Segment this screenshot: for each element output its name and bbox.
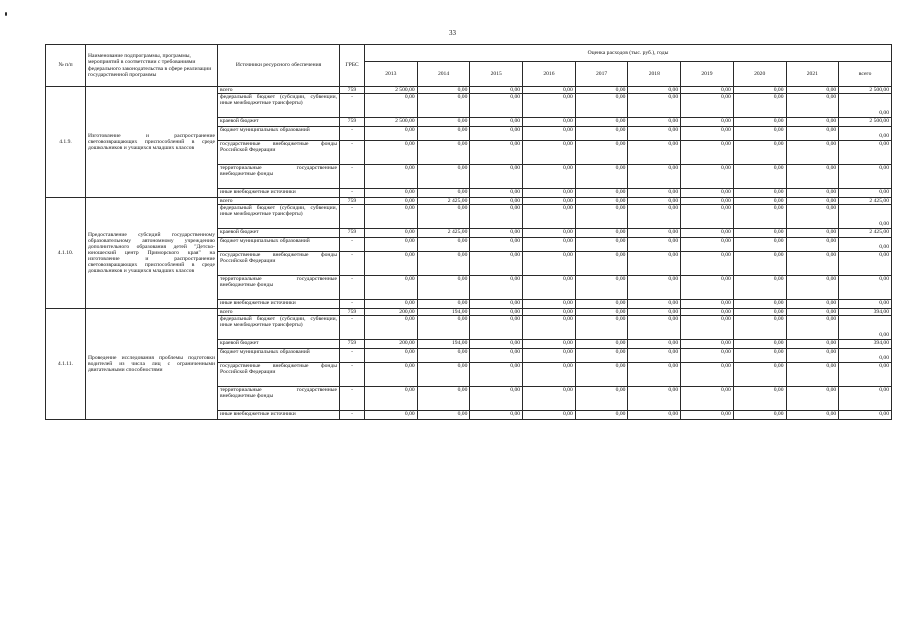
amount-cell: 0,00 (365, 316, 418, 340)
header-year: 2014 (417, 62, 470, 87)
amount-cell: 0,00 (839, 411, 892, 420)
amount-cell: 0,00 (470, 198, 523, 205)
amount-cell: 394,00 (839, 340, 892, 349)
source-label: территориальные государственные внебюджетные фонды (218, 165, 340, 189)
amount-cell: 0,00 (839, 300, 892, 309)
source-label: всего (218, 198, 340, 205)
amount-cell: 0,00 (628, 198, 681, 205)
grbs-code: - (340, 94, 365, 118)
amount-cell: 0,00 (417, 205, 470, 229)
amount-cell: 0,00 (681, 229, 734, 238)
grbs-code: - (340, 141, 365, 165)
amount-cell: 0,00 (365, 94, 418, 118)
grbs-code: - (340, 276, 365, 300)
amount-cell: 0,00 (681, 300, 734, 309)
amount-cell: 0,00 (523, 87, 576, 94)
amount-cell: 0,00 (470, 118, 523, 127)
grbs-code: 759 (340, 118, 365, 127)
amount-cell: 0,00 (417, 363, 470, 387)
amount-cell: 0,00 (417, 165, 470, 189)
amount-cell: 0,00 (575, 300, 628, 309)
source-label: федеральный бюджет (субсидии, субвенции, иные межбюджетные трансферты) (218, 316, 340, 340)
amount-cell: 0,00 (523, 349, 576, 363)
amount-cell: 0,00 (523, 363, 576, 387)
amount-cell: 0,00 (681, 309, 734, 316)
amount-cell: 0,00 (839, 94, 892, 118)
amount-cell: 0,00 (733, 363, 786, 387)
amount-cell: 0,00 (786, 276, 839, 300)
amount-cell: 0,00 (575, 205, 628, 229)
header-grbs: ГРБС (340, 45, 365, 87)
amount-cell: 0,00 (575, 198, 628, 205)
amount-cell: 0,00 (628, 205, 681, 229)
grbs-code: 759 (340, 229, 365, 238)
source-label: всего (218, 87, 340, 94)
grbs-code: 759 (340, 198, 365, 205)
amount-cell: 2 425,00 (417, 198, 470, 205)
amount-cell: 0,00 (575, 252, 628, 276)
amount-cell: 0,00 (681, 238, 734, 252)
amount-cell: 0,00 (523, 229, 576, 238)
grbs-code: - (340, 316, 365, 340)
amount-cell: 0,00 (470, 309, 523, 316)
amount-cell: 0,00 (681, 252, 734, 276)
amount-cell: 0,00 (523, 340, 576, 349)
amount-cell: 0,00 (470, 94, 523, 118)
amount-cell: 0,00 (417, 87, 470, 94)
table-body (46, 87, 892, 420)
amount-cell: 0,00 (839, 189, 892, 198)
amount-cell: 0,00 (417, 127, 470, 141)
source-label: государственные внебюджетные фонды Российской Федерации (218, 363, 340, 387)
amount-cell: 0,00 (733, 252, 786, 276)
amount-cell: 0,00 (628, 87, 681, 94)
amount-cell: 0,00 (628, 300, 681, 309)
table-row (46, 309, 892, 316)
amount-cell: 0,00 (681, 363, 734, 387)
amount-cell: 0,00 (365, 127, 418, 141)
amount-cell: 0,00 (733, 189, 786, 198)
amount-cell: 0,00 (470, 87, 523, 94)
amount-cell: 0,00 (628, 309, 681, 316)
header-year: 2020 (733, 62, 786, 87)
amount-cell: 0,00 (523, 238, 576, 252)
source-label: территориальные государственные внебюджетные фонды (218, 276, 340, 300)
amount-cell: 0,00 (470, 205, 523, 229)
amount-cell: 0,00 (470, 387, 523, 411)
amount-cell: 2 500,00 (839, 87, 892, 94)
budget-table (45, 44, 892, 420)
amount-cell: 0,00 (681, 349, 734, 363)
grbs-code: - (340, 205, 365, 229)
amount-cell: 0,00 (733, 300, 786, 309)
source-label: краевой бюджет (218, 229, 340, 238)
amount-cell: 0,00 (575, 87, 628, 94)
item-name: Предоставление субсидий государственному образовательному автономному учреждению дополнительного образования детей "Детско-юношеский центр Приморского края" на изготовление и распространение световозвращающих приспособлений в среде дошкольников и учащихся младших классов (86, 198, 218, 309)
amount-cell: 0,00 (681, 198, 734, 205)
amount-cell: 0,00 (733, 349, 786, 363)
grbs-code: - (340, 238, 365, 252)
header-year: 2018 (628, 62, 681, 87)
amount-cell: 0,00 (365, 387, 418, 411)
page-number: 33 (449, 29, 456, 37)
amount-cell: 0,00 (365, 198, 418, 205)
amount-cell: 0,00 (786, 316, 839, 340)
amount-cell: 194,00 (417, 340, 470, 349)
amount-cell: 0,00 (365, 238, 418, 252)
amount-cell: 0,00 (575, 165, 628, 189)
amount-cell: 0,00 (733, 276, 786, 300)
amount-cell: 0,00 (786, 127, 839, 141)
amount-cell: 0,00 (575, 411, 628, 420)
amount-cell: 0,00 (628, 127, 681, 141)
amount-cell: 0,00 (417, 118, 470, 127)
amount-cell: 0,00 (733, 309, 786, 316)
amount-cell: 0,00 (417, 238, 470, 252)
header-year: всего (839, 62, 892, 87)
amount-cell: 0,00 (733, 205, 786, 229)
amount-cell: 0,00 (575, 94, 628, 118)
amount-cell: 0,00 (628, 189, 681, 198)
amount-cell: 0,00 (628, 349, 681, 363)
source-label: государственные внебюджетные фонды Российской Федерации (218, 141, 340, 165)
item-number: 4.1.10. (46, 198, 86, 309)
amount-cell: 0,00 (681, 118, 734, 127)
source-label: федеральный бюджет (субсидии, субвенции, иные межбюджетные трансферты) (218, 94, 340, 118)
item-name: Изготовление и распространение световозвращающих приспособлений в среде дошкольников и учащихся младших классов (86, 87, 218, 198)
amount-cell: 0,00 (681, 189, 734, 198)
amount-cell: 0,00 (523, 309, 576, 316)
amount-cell: 0,00 (365, 189, 418, 198)
grbs-code: - (340, 127, 365, 141)
amount-cell: 0,00 (786, 87, 839, 94)
header-year: 2015 (470, 62, 523, 87)
amount-cell: 0,00 (628, 252, 681, 276)
amount-cell: 0,00 (575, 189, 628, 198)
amount-cell: 0,00 (523, 94, 576, 118)
amount-cell: 0,00 (575, 309, 628, 316)
amount-cell: 0,00 (470, 363, 523, 387)
amount-cell: 0,00 (365, 141, 418, 165)
amount-cell: 0,00 (786, 349, 839, 363)
amount-cell: 2 425,00 (417, 229, 470, 238)
amount-cell: 0,00 (839, 349, 892, 363)
source-label: иные внебюджетные источники (218, 300, 340, 309)
amount-cell: 0,00 (733, 165, 786, 189)
header-source: Источники ресурсного обеспечения (218, 45, 340, 87)
grbs-code: - (340, 189, 365, 198)
amount-cell: 0,00 (733, 316, 786, 340)
amount-cell: 0,00 (417, 94, 470, 118)
grbs-code: 759 (340, 340, 365, 349)
amount-cell: 0,00 (575, 387, 628, 411)
amount-cell: 0,00 (628, 316, 681, 340)
amount-cell: 0,00 (575, 349, 628, 363)
amount-cell: 0,00 (470, 316, 523, 340)
grbs-code: - (340, 363, 365, 387)
amount-cell: 200,00 (365, 309, 418, 316)
grbs-code: - (340, 252, 365, 276)
amount-cell: 0,00 (681, 340, 734, 349)
amount-cell: 0,00 (839, 205, 892, 229)
grbs-code: - (340, 387, 365, 411)
amount-cell: 0,00 (839, 316, 892, 340)
amount-cell: 0,00 (575, 141, 628, 165)
amount-cell: 0,00 (786, 309, 839, 316)
amount-cell: 0,00 (365, 229, 418, 238)
amount-cell: 0,00 (786, 141, 839, 165)
amount-cell: 0,00 (523, 252, 576, 276)
header-year: 2019 (681, 62, 734, 87)
amount-cell: 0,00 (523, 189, 576, 198)
table-row (46, 87, 892, 94)
amount-cell: 0,00 (417, 252, 470, 276)
amount-cell: 0,00 (733, 198, 786, 205)
amount-cell: 0,00 (839, 252, 892, 276)
amount-cell: 0,00 (470, 229, 523, 238)
amount-cell: 0,00 (628, 94, 681, 118)
source-label: бюджет муниципальных образований (218, 349, 340, 363)
amount-cell: 0,00 (575, 229, 628, 238)
amount-cell: 0,00 (470, 127, 523, 141)
amount-cell: 0,00 (365, 300, 418, 309)
amount-cell: 0,00 (523, 276, 576, 300)
amount-cell: 0,00 (523, 127, 576, 141)
amount-cell: 0,00 (470, 411, 523, 420)
amount-cell: 0,00 (523, 205, 576, 229)
amount-cell: 0,00 (575, 118, 628, 127)
amount-cell: 0,00 (786, 165, 839, 189)
item-number: 4.1.9. (46, 87, 86, 198)
amount-cell: 0,00 (628, 238, 681, 252)
scan-speck (5, 12, 7, 16)
source-label: краевой бюджет (218, 340, 340, 349)
amount-cell: 0,00 (417, 349, 470, 363)
amount-cell: 0,00 (365, 165, 418, 189)
amount-cell: 2 500,00 (839, 118, 892, 127)
grbs-code: 759 (340, 87, 365, 94)
amount-cell: 0,00 (786, 238, 839, 252)
amount-cell: 0,00 (839, 276, 892, 300)
amount-cell: 0,00 (417, 316, 470, 340)
amount-cell: 0,00 (470, 252, 523, 276)
header-year: 2016 (523, 62, 576, 87)
amount-cell: 0,00 (786, 198, 839, 205)
amount-cell: 0,00 (417, 141, 470, 165)
amount-cell: 0,00 (470, 349, 523, 363)
header-year: 2017 (575, 62, 628, 87)
source-label: бюджет муниципальных образований (218, 127, 340, 141)
amount-cell: 0,00 (365, 276, 418, 300)
header-estimate: Оценка расходов (тыс. руб.), годы (365, 45, 892, 62)
amount-cell: 0,00 (470, 238, 523, 252)
grbs-code: - (340, 411, 365, 420)
amount-cell: 0,00 (839, 238, 892, 252)
amount-cell: 0,00 (628, 141, 681, 165)
amount-cell: 0,00 (839, 165, 892, 189)
amount-cell: 0,00 (681, 127, 734, 141)
amount-cell: 0,00 (786, 229, 839, 238)
grbs-code: - (340, 349, 365, 363)
amount-cell: 0,00 (628, 363, 681, 387)
amount-cell: 0,00 (575, 127, 628, 141)
amount-cell: 0,00 (681, 276, 734, 300)
amount-cell: 2 500,00 (365, 118, 418, 127)
amount-cell: 0,00 (786, 118, 839, 127)
amount-cell: 0,00 (839, 127, 892, 141)
amount-cell: 2 425,00 (839, 198, 892, 205)
amount-cell: 0,00 (786, 205, 839, 229)
amount-cell: 0,00 (786, 340, 839, 349)
grbs-code: - (340, 165, 365, 189)
source-label: иные внебюджетные источники (218, 411, 340, 420)
amount-cell: 0,00 (839, 363, 892, 387)
amount-cell: 0,00 (575, 340, 628, 349)
amount-cell: 0,00 (839, 387, 892, 411)
source-label: бюджет муниципальных образований (218, 238, 340, 252)
amount-cell: 2 425,00 (839, 229, 892, 238)
amount-cell: 0,00 (470, 189, 523, 198)
amount-cell: 200,00 (365, 340, 418, 349)
amount-cell: 0,00 (681, 387, 734, 411)
table-header (46, 45, 892, 87)
grbs-code: 759 (340, 309, 365, 316)
amount-cell: 0,00 (365, 349, 418, 363)
amount-cell: 0,00 (575, 276, 628, 300)
amount-cell: 0,00 (733, 387, 786, 411)
amount-cell: 0,00 (733, 411, 786, 420)
amount-cell: 0,00 (417, 411, 470, 420)
amount-cell: 0,00 (786, 411, 839, 420)
amount-cell: 0,00 (733, 118, 786, 127)
amount-cell: 0,00 (681, 316, 734, 340)
amount-cell: 0,00 (786, 252, 839, 276)
amount-cell: 0,00 (628, 118, 681, 127)
amount-cell: 0,00 (733, 238, 786, 252)
grbs-code: - (340, 300, 365, 309)
header-num: № п/п (46, 45, 86, 87)
amount-cell: 0,00 (628, 340, 681, 349)
amount-cell: 0,00 (523, 141, 576, 165)
amount-cell: 0,00 (365, 252, 418, 276)
amount-cell: 0,00 (628, 387, 681, 411)
item-number: 4.1.11. (46, 309, 86, 420)
amount-cell: 0,00 (523, 165, 576, 189)
amount-cell: 0,00 (628, 229, 681, 238)
amount-cell: 0,00 (681, 87, 734, 94)
amount-cell: 0,00 (681, 141, 734, 165)
amount-cell: 2 500,00 (365, 87, 418, 94)
amount-cell: 0,00 (523, 198, 576, 205)
amount-cell: 0,00 (523, 411, 576, 420)
table-row (46, 198, 892, 205)
amount-cell: 0,00 (575, 316, 628, 340)
amount-cell: 0,00 (733, 94, 786, 118)
amount-cell: 0,00 (523, 387, 576, 411)
amount-cell: 0,00 (681, 411, 734, 420)
amount-cell: 0,00 (628, 411, 681, 420)
amount-cell: 0,00 (786, 363, 839, 387)
amount-cell: 0,00 (365, 411, 418, 420)
amount-cell: 0,00 (786, 189, 839, 198)
source-label: всего (218, 309, 340, 316)
amount-cell: 0,00 (733, 340, 786, 349)
item-name: Проведение исследования проблемы подготовки водителей из числа лиц с ограниченными двигательными способностями (86, 309, 218, 420)
amount-cell: 0,00 (733, 141, 786, 165)
source-label: краевой бюджет (218, 118, 340, 127)
amount-cell: 0,00 (575, 363, 628, 387)
amount-cell: 0,00 (365, 363, 418, 387)
amount-cell: 0,00 (470, 340, 523, 349)
amount-cell: 0,00 (417, 300, 470, 309)
amount-cell: 0,00 (681, 165, 734, 189)
amount-cell: 0,00 (628, 276, 681, 300)
amount-cell: 0,00 (470, 141, 523, 165)
amount-cell: 0,00 (417, 276, 470, 300)
amount-cell: 0,00 (733, 127, 786, 141)
amount-cell: 0,00 (628, 165, 681, 189)
amount-cell: 0,00 (733, 229, 786, 238)
source-label: иные внебюджетные источники (218, 189, 340, 198)
source-label: государственные внебюджетные фонды Российской Федерации (218, 252, 340, 276)
amount-cell: 394,00 (839, 309, 892, 316)
amount-cell: 0,00 (681, 205, 734, 229)
amount-cell: 0,00 (417, 189, 470, 198)
amount-cell: 0,00 (786, 94, 839, 118)
amount-cell: 0,00 (470, 165, 523, 189)
source-label: территориальные государственные внебюджетные фонды (218, 387, 340, 411)
amount-cell: 0,00 (523, 300, 576, 309)
amount-cell: 0,00 (365, 205, 418, 229)
amount-cell: 0,00 (470, 300, 523, 309)
amount-cell: 0,00 (681, 94, 734, 118)
amount-cell: 0,00 (523, 118, 576, 127)
amount-cell: 194,00 (417, 309, 470, 316)
header-year: 2021 (786, 62, 839, 87)
amount-cell: 0,00 (786, 387, 839, 411)
amount-cell: 0,00 (575, 238, 628, 252)
amount-cell: 0,00 (523, 316, 576, 340)
amount-cell: 0,00 (786, 300, 839, 309)
header-name: Наименование подпрограммы, программы, мероприятий в соответствии с требованиями федерального законодательства в сфере реализации государственной программы (86, 45, 218, 87)
amount-cell: 0,00 (839, 141, 892, 165)
amount-cell: 0,00 (733, 87, 786, 94)
header-year: 2013 (365, 62, 418, 87)
amount-cell: 0,00 (470, 276, 523, 300)
source-label: федеральный бюджет (субсидии, субвенции, иные межбюджетные трансферты) (218, 205, 340, 229)
amount-cell: 0,00 (417, 387, 470, 411)
